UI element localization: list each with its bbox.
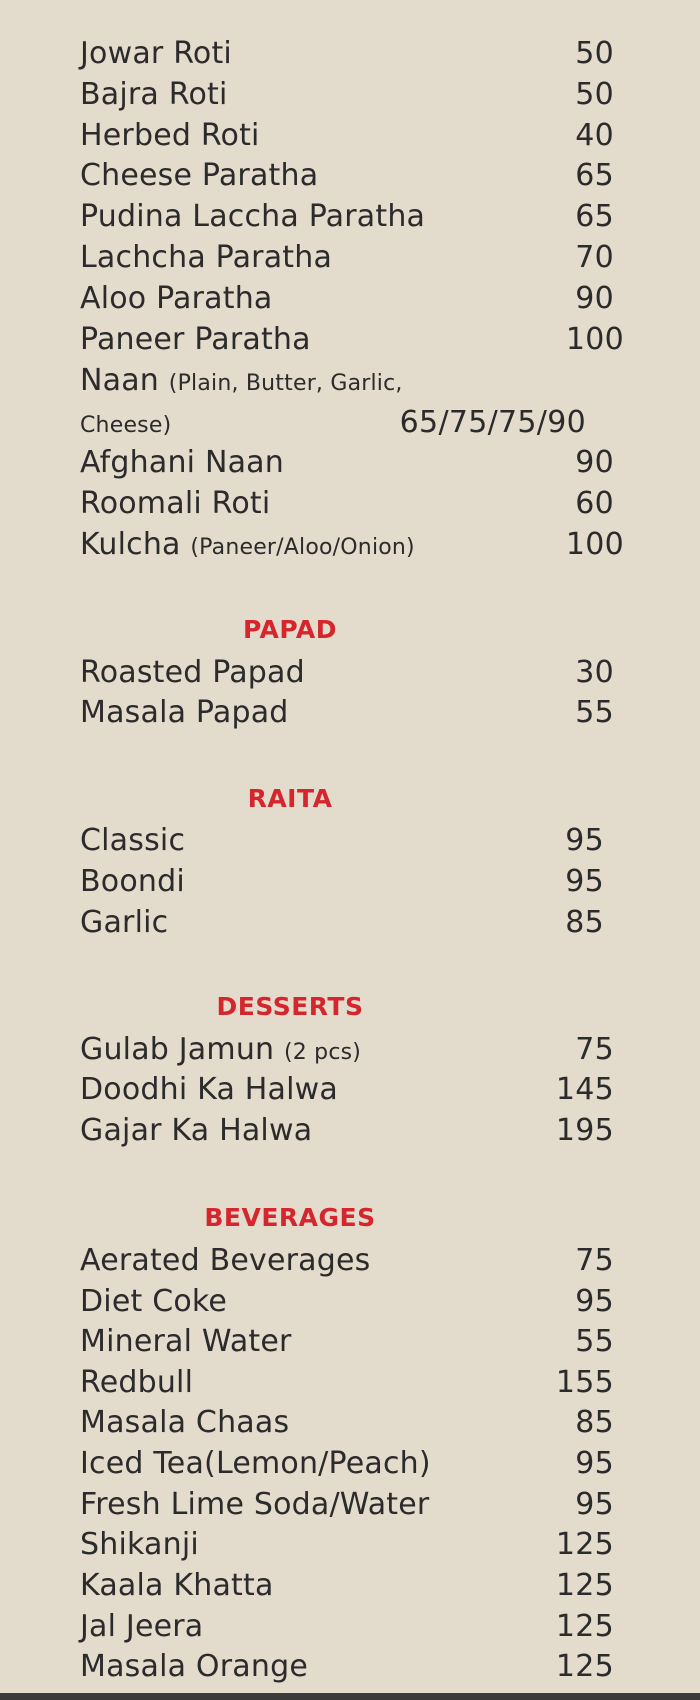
- menu-item: [80, 1242, 640, 1280]
- item-price: 60: [575, 486, 614, 521]
- item-name-text: Naan: [80, 363, 160, 398]
- item-name: Masala Chaas: [80, 1405, 290, 1440]
- section-heading-papad: PAPAD: [242, 615, 337, 644]
- item-name: Pudina Laccha Paratha: [80, 199, 426, 234]
- item-note: (Paneer/Aloo/Onion): [190, 535, 415, 560]
- item-price: 195: [555, 1113, 614, 1148]
- item-price: 95: [575, 1284, 614, 1319]
- item-name: Masala Orange: [80, 1649, 308, 1684]
- menu-item: [80, 863, 640, 901]
- item-name: [80, 362, 403, 403]
- item-price: 65: [575, 199, 614, 234]
- menu-item: [80, 117, 640, 155]
- item-note: (Plain, Butter, Garlic,: [168, 371, 403, 396]
- item-name: Gajar Ka Halwa: [80, 1113, 313, 1148]
- item-name: Iced Tea(Lemon/Peach): [80, 1446, 431, 1481]
- item-price: 125: [555, 1568, 614, 1603]
- item-price: 85: [575, 1405, 614, 1440]
- menu-item: [80, 1283, 640, 1321]
- item-name: Roasted Papad: [80, 655, 305, 690]
- menu-item: [80, 444, 640, 482]
- item-price: 50: [575, 77, 614, 112]
- item-name: Herbed Roti: [80, 118, 260, 153]
- item-name: Redbull: [80, 1365, 194, 1400]
- item-price: 100: [565, 322, 624, 357]
- item-name: Cheese Paratha: [80, 158, 319, 193]
- menu-item: [80, 1112, 640, 1150]
- item-price: 155: [555, 1365, 614, 1400]
- item-name: Jowar Roti: [80, 36, 232, 71]
- section-heading-raita: RAITA: [247, 784, 333, 813]
- item-price: 95: [575, 1487, 614, 1522]
- menu-item-continuation: [80, 404, 640, 442]
- menu-item: [80, 526, 640, 564]
- item-name: Aerated Beverages: [80, 1243, 371, 1278]
- item-name: Afghani Naan: [80, 445, 284, 480]
- menu-item: [80, 485, 640, 523]
- menu-item: [80, 280, 640, 318]
- item-price: 85: [565, 905, 604, 940]
- item-note: Cheese): [80, 413, 172, 438]
- item-name: [80, 1031, 361, 1072]
- item-price: 145: [555, 1072, 614, 1107]
- menu-item: [80, 1648, 640, 1686]
- item-name: Doodhi Ka Halwa: [80, 1072, 338, 1107]
- item-price: 65: [575, 158, 614, 193]
- menu-item: [80, 1364, 640, 1402]
- item-price: 125: [555, 1527, 614, 1562]
- menu-item: [80, 694, 640, 732]
- bottom-border: [0, 1693, 700, 1700]
- item-name: Classic: [80, 823, 186, 858]
- item-price: 125: [555, 1649, 614, 1684]
- item-name: Mineral Water: [80, 1324, 292, 1359]
- menu-item: [80, 1486, 640, 1524]
- menu-item: [80, 904, 640, 942]
- menu-item: [80, 1445, 640, 1483]
- item-name: Kaala Khatta: [80, 1568, 274, 1603]
- item-name: Aloo Paratha: [80, 281, 273, 316]
- item-name-text: Gulab Jamun: [80, 1032, 275, 1067]
- item-price: 75: [575, 1032, 614, 1067]
- item-price: 40: [575, 118, 614, 153]
- item-name: Bajra Roti: [80, 77, 228, 112]
- item-name: Boondi: [80, 864, 185, 899]
- menu-item: [80, 157, 640, 195]
- item-price: 30: [575, 655, 614, 690]
- item-name: Fresh Lime Soda/Water: [80, 1487, 430, 1522]
- item-name: Garlic: [80, 905, 169, 940]
- menu-item: [80, 1031, 640, 1069]
- item-price: 95: [565, 864, 604, 899]
- item-price: 50: [575, 36, 614, 71]
- menu-item: [80, 362, 640, 400]
- item-name-text: Kulcha: [80, 527, 181, 562]
- item-name: Roomali Roti: [80, 486, 271, 521]
- menu-item: [80, 35, 640, 73]
- item-name: Jal Jeera: [80, 1609, 204, 1644]
- item-note: (2 pcs): [284, 1040, 362, 1065]
- item-price: 65/75/75/90: [399, 405, 586, 440]
- item-name: [80, 526, 415, 567]
- item-name: Diet Coke: [80, 1284, 228, 1319]
- menu-item: [80, 822, 640, 860]
- menu-item: [80, 1526, 640, 1564]
- menu-item: [80, 76, 640, 114]
- menu-item: [80, 198, 640, 236]
- section-heading-desserts: DESSERTS: [216, 992, 364, 1021]
- menu-item: [80, 321, 640, 359]
- item-price: 125: [555, 1609, 614, 1644]
- item-price: 55: [575, 1324, 614, 1359]
- item-name: Paneer Paratha: [80, 322, 311, 357]
- item-price: 55: [575, 695, 614, 730]
- item-name: Lachcha Paratha: [80, 240, 333, 275]
- item-name: Shikanji: [80, 1527, 199, 1562]
- item-price: 70: [575, 240, 614, 275]
- section-heading-beverages: BEVERAGES: [204, 1203, 376, 1232]
- menu-item: [80, 1071, 640, 1109]
- menu-item: [80, 1567, 640, 1605]
- item-price: 90: [575, 445, 614, 480]
- item-price: 90: [575, 281, 614, 316]
- menu-item: [80, 654, 640, 692]
- menu-item: [80, 1608, 640, 1646]
- item-price: 100: [565, 527, 624, 562]
- menu-item: [80, 239, 640, 277]
- item-price: 75: [575, 1243, 614, 1278]
- item-name: Masala Papad: [80, 695, 289, 730]
- menu-item: [80, 1323, 640, 1361]
- item-price: 95: [575, 1446, 614, 1481]
- menu-item: [80, 1404, 640, 1442]
- item-price: 95: [565, 823, 604, 858]
